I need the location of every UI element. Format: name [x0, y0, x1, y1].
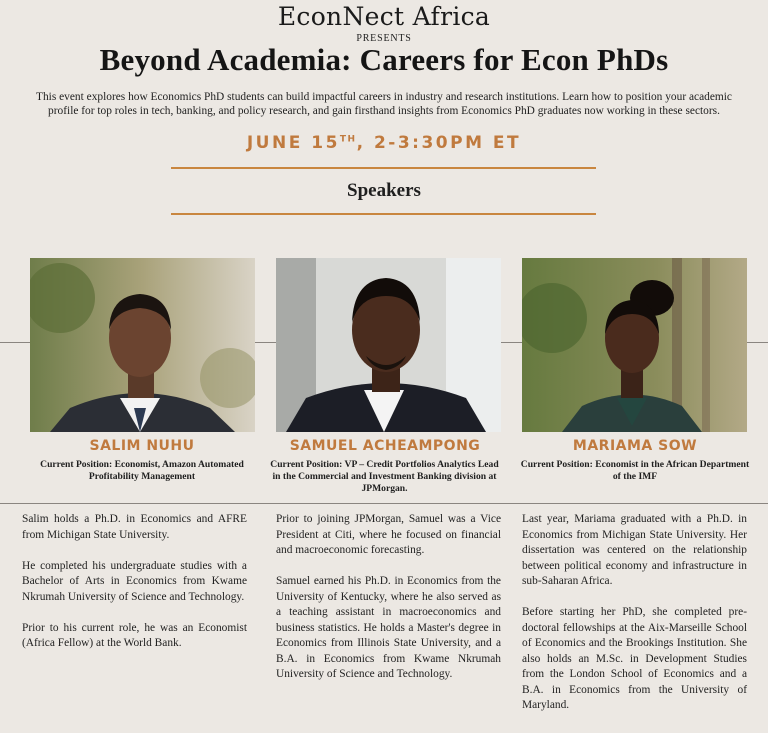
date-suffix: TH [339, 134, 357, 145]
speaker-name-salim: SALIM NUHU [89, 438, 195, 454]
speaker-bio-mariama [522, 512, 747, 729]
date-time: , 2-3:30PM ET [356, 133, 522, 153]
bio-paragraph: Prior to joining JPMorgan, Samuel was a Vice President at Citi, where he focused on financial and macroeconomic forecasting. [276, 513, 501, 556]
event-date [0, 133, 768, 153]
divider-top [171, 167, 596, 169]
bio-paragraph: Prior to his current role, he was an Economist (Africa Fellow) at the World Bank. [22, 621, 247, 649]
speaker-photo-mariama [522, 258, 747, 432]
bio-paragraph: Salim holds a Ph.D. in Economics and AFRE from Michigan State University. [22, 513, 247, 541]
speaker-photo-samuel [276, 258, 501, 432]
event-title: Beyond Academia: Careers for Econ PhDs [99, 42, 669, 77]
speaker-photo-salim [30, 258, 255, 432]
presents-label: PRESENTS [356, 33, 412, 44]
speaker-bio-salim [22, 512, 247, 667]
speaker-bio-samuel [276, 512, 501, 698]
bio-paragraph: He completed his undergraduate studies with a Bachelor of Arts in Economics from Kwame Nkrumah University of Science and Technology. [22, 559, 247, 603]
bio-paragraph: Last year, Mariama graduated with a Ph.D. in Economics from Michigan State University. Her dissertation was centered on the relationship between political economy and infrastructure in sub-Saharan Africa. [522, 513, 747, 587]
bio-divider-line [0, 503, 768, 504]
speaker-name-mariama: MARIAMA SOW [572, 438, 698, 454]
event-description: This event explores how Economics PhD students can build impactful careers in industry and research institutions. Learn how to position your academic profile for top roles in tech, banking, and policy research, and gain firsthand insights from Economics PhD graduates now working in these sectors. [36, 91, 732, 117]
bio-paragraph: Before starting her PhD, she completed pre-doctoral fellowships at the Aix-Marseille School of Economics and the Brookings Institution. She also holds an M.Sc. in Development Studies from the London School of Economics and a B.A. in Economics from the University of Maryland. [522, 606, 747, 711]
bio-paragraph: Samuel earned his Ph.D. in Economics from the University of Kentucky, where he also served as a teaching assistant in macroeconomics and business statistics. He holds a Master's degree in Economics from Illinois State University, and a B.A. in Economics from Kwame Nkrumah University of Science and Technology. [276, 575, 501, 680]
speaker-position-samuel: Current Position: VP – Credit Portfolios Analytics Lead in the Commercial and Investment Banking division at JPMorgan. [270, 459, 499, 494]
date-main: JUNE 15 [246, 133, 340, 153]
speaker-position-salim: Current Position: Economist, Amazon Automated Profitability Management [40, 459, 244, 482]
divider-bottom [171, 213, 596, 215]
speaker-position-mariama: Current Position: Economist in the African Department of the IMF [520, 459, 750, 482]
speakers-heading: Speakers [347, 180, 421, 201]
org-name: EconNect Africa [277, 2, 491, 31]
speaker-name-samuel: SAMUEL ACHEAMPONG [289, 438, 481, 454]
